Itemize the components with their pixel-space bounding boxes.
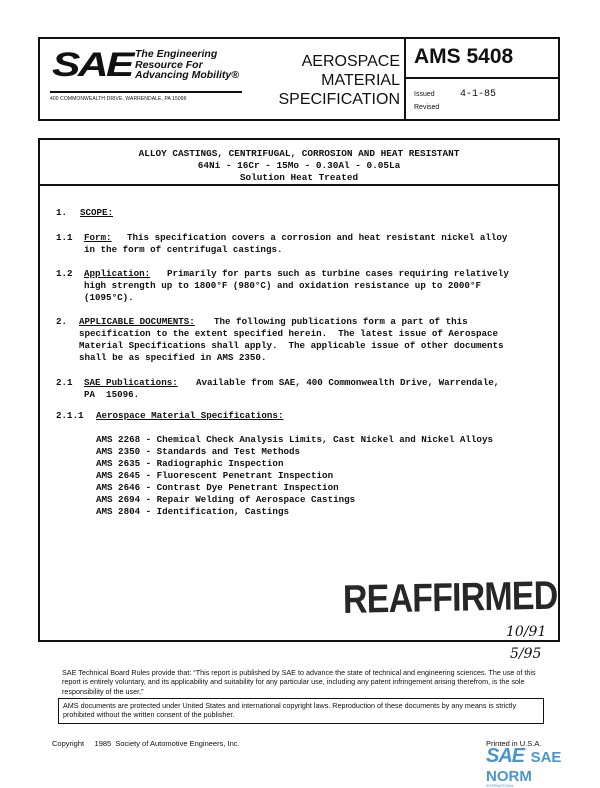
tagline-line: The Engineering [135, 48, 218, 60]
title-divider [38, 184, 560, 186]
paragraph-line: This specification covers a corrosion and heat resistant nickel alloy [127, 232, 508, 243]
revised-label: Revised [414, 104, 440, 111]
ams-number: AMS 5408 [414, 45, 514, 68]
paragraph-line: Material Specifications shall apply. The applicable issue of other documents [79, 340, 504, 351]
ams-list-item: AMS 2268 - Chemical Check Analysis Limits, Cast Nickel and Nickel Alloys [96, 434, 493, 445]
technical-board-notice: SAE Technical Board Rules provide that: “This report is published by SAE to advance the state of technical and engineering sciences. The use of this report is entirely voluntary, and its applicability and suitability for any particular use, including any patent infringement arising therefrom, is the sole responsibility of the user.” [62, 668, 536, 696]
section-2-1-1-heading: Aerospace Material Specifications: [96, 410, 284, 421]
issued-date: 4-1-85 [460, 89, 497, 100]
section-2-1-1-number: 2.1.1 [56, 410, 84, 421]
condition: Solution Heat Treated [239, 172, 359, 183]
copyright-line: Copyright 1985 Society of Automotive Engineers, Inc. [52, 739, 240, 748]
paragraph-line: Available from SAE, 400 Commonwealth Drive, Warrendale, [196, 377, 500, 388]
watermark-logo: SAE [486, 745, 525, 767]
paragraph-line: specification to the extent specified herein. The latest issue of Aerospace [79, 328, 499, 339]
section-1-number: 1. [56, 207, 68, 218]
ams-list-item: AMS 2635 - Radiographic Inspection [96, 458, 284, 469]
section-1-heading: SCOPE: [80, 207, 114, 218]
tagline-line: Resource For [135, 58, 203, 71]
paragraph-line: high strength up to 1800°F (980°C) and oxidation resistance up to 2000°F [84, 280, 481, 291]
sae-logo-block [40, 40, 280, 118]
paragraph-line: shall be as specified in AMS 2350. [79, 352, 267, 363]
sae-address: 400 COMMONWEALTH DRIVE, WARRENDALE, PA 15096 [50, 96, 187, 102]
document-title: ALLOY CASTINGS, CENTRIFUGAL, CORROSION AND HEAT RESISTANT [138, 148, 460, 159]
header-divider [404, 77, 560, 79]
sae-logo: SAE [52, 46, 132, 84]
section-2-1-number: 2.1 [56, 377, 73, 388]
ams-list-item: AMS 2694 - Repair Welding of Aerospace Castings [96, 494, 356, 505]
alloy-composition: 64Ni - 16Cr - 15Mo - 0.30Al - 0.05La [197, 160, 401, 171]
paragraph-line: in the form of centrifugal castings. [84, 244, 283, 255]
paragraph-line: The following publications form a part of this [214, 316, 468, 327]
tagline [135, 49, 239, 81]
spec-title-line: AEROSPACE [301, 53, 400, 70]
spec-title-line: MATERIAL [321, 72, 400, 89]
reaffirmed-stamp: REAFFIRMED [342, 573, 558, 622]
section-1-1-number: 1.1 [56, 232, 73, 243]
sae-norm-watermark [486, 745, 600, 788]
ams-list-item: AMS 2350 - Standards and Test Methods [96, 446, 300, 457]
section-1-1-heading: Form: [84, 232, 112, 243]
section-1-2-number: 1.2 [56, 268, 73, 279]
spec-title-line: SPECIFICATION [278, 91, 400, 108]
ams-list-item: AMS 2804 - Identification, Castings [96, 506, 289, 517]
watermark-text: SAE NORM [486, 749, 562, 785]
header-divider [404, 37, 406, 121]
tagline-line: Advancing Mobility® [135, 69, 239, 81]
handwritten-date: 5/95 [510, 646, 542, 662]
paragraph-line: Primarily for parts such as turbine cases requiring relatively [167, 268, 509, 279]
ams-list-item: AMS 2646 - Contrast Dye Penetrant Inspection [96, 482, 339, 493]
copyright-notice: AMS documents are protected under United States and international copyright laws. Reproduction of these documents by any means is strictly prohibited without the written consent of the publisher. [58, 698, 544, 724]
section-1-2-heading: Application: [84, 268, 151, 279]
section-2-heading: APPLICABLE DOCUMENTS: [79, 316, 195, 327]
section-2-number: 2. [56, 316, 68, 327]
paragraph-line: PA 15096. [84, 389, 140, 400]
section-2-1-heading: SAE Publications: [84, 377, 178, 388]
ams-list-item: AMS 2645 - Fluorescent Penetrant Inspection [96, 470, 334, 481]
printed-in: Printed in U.S.A. [486, 739, 542, 748]
spec-type-title [270, 52, 400, 109]
logo-divider [50, 91, 242, 93]
handwritten-date: 10/91 [506, 624, 547, 640]
paragraph-line: (1095°C). [84, 292, 134, 303]
issued-label: Issued [414, 91, 435, 98]
watermark-subtext: INTERNATIONAL [486, 784, 514, 788]
